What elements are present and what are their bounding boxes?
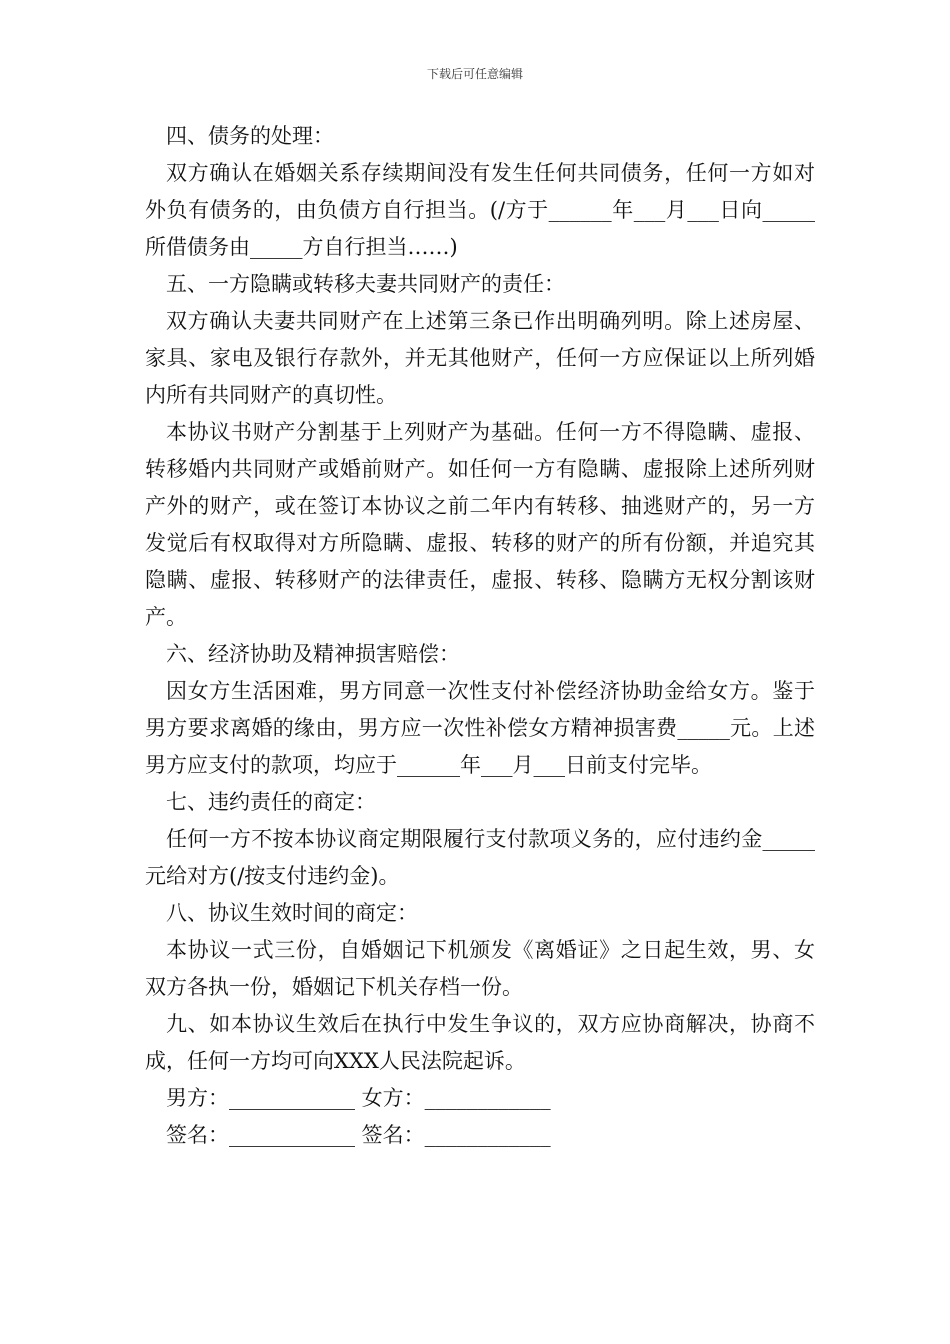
paragraph-breach: 任何一方不按本协议商定期限履行支付款项义务的，应付违约金_____元给对方(/按支付违约金)。 [145,827,815,888]
signature-row-names: 签名：____________ 签名：____________ [166,1123,551,1147]
section-heading-breach: 七、违约责任的商定： [166,790,376,814]
paragraph-disputes: 九、如本协议生效后在执行中发生争议的，双方应协商解决，协商不成，任何一方均可向XXX人民法院起诉。 [145,1012,815,1073]
paragraph-debts: 双方确认在婚姻关系存续期间没有发生任何共同债务，任何一方如对外负有债务的，由负债方自行担当。(/方于______年___月___日向_____所借债务由_____方自行担当……) [145,161,815,259]
page-header-note: 下载后可任意编辑 [426,67,523,81]
signature-row-parties: 男方：____________ 女方：____________ [166,1086,551,1110]
section-heading-effective-time: 八、协议生效时间的商定： [166,901,418,925]
section-heading-concealment: 五、一方隐瞒或转移夫妻共同财产的责任： [166,272,565,296]
section-heading-debts: 四、债务的处理： [166,124,334,148]
paragraph-property-confirmation: 双方确认夫妻共同财产在上述第三条已作出明确列明。除上述房屋、家具、家电及银行存款外，并无其他财产，任何一方应保证以上所列婚内所有共同财产的真切性。 [145,309,815,407]
paragraph-effective-time: 本协议一式三份，自婚姻记下机颁发《离婚证》之日起生效，男、女双方各执一份，婚姻记下机关存档一份。 [145,938,815,999]
paragraph-property-division: 本协议书财产分割基于上列财产为基础。任何一方不得隐瞒、虚报、转移婚内共同财产或婚前财产。如任何一方有隐瞒、虚报除上述所列财产外的财产，或在签订本协议之前二年内有转移、抽逃财产的，另一方发觉后有权取得对方所隐瞒、虚报、转移的财产的所有份额，并追究其隐瞒、虚报、转移财产的法律责任，虚报、转移、隐瞒方无权分割该财产。 [145,420,815,629]
section-heading-compensation: 六、经济协助及精神损害赔偿： [166,642,460,666]
document-body [145,118,815,1154]
paragraph-compensation: 因女方生活困难，男方同意一次性支付补偿经济协助金给女方。鉴于男方要求离婚的缘由，男方应一次性补偿女方精神损害费_____元。上述男方应支付的款项，均应于______年___月___日前支付完毕。 [145,679,815,777]
